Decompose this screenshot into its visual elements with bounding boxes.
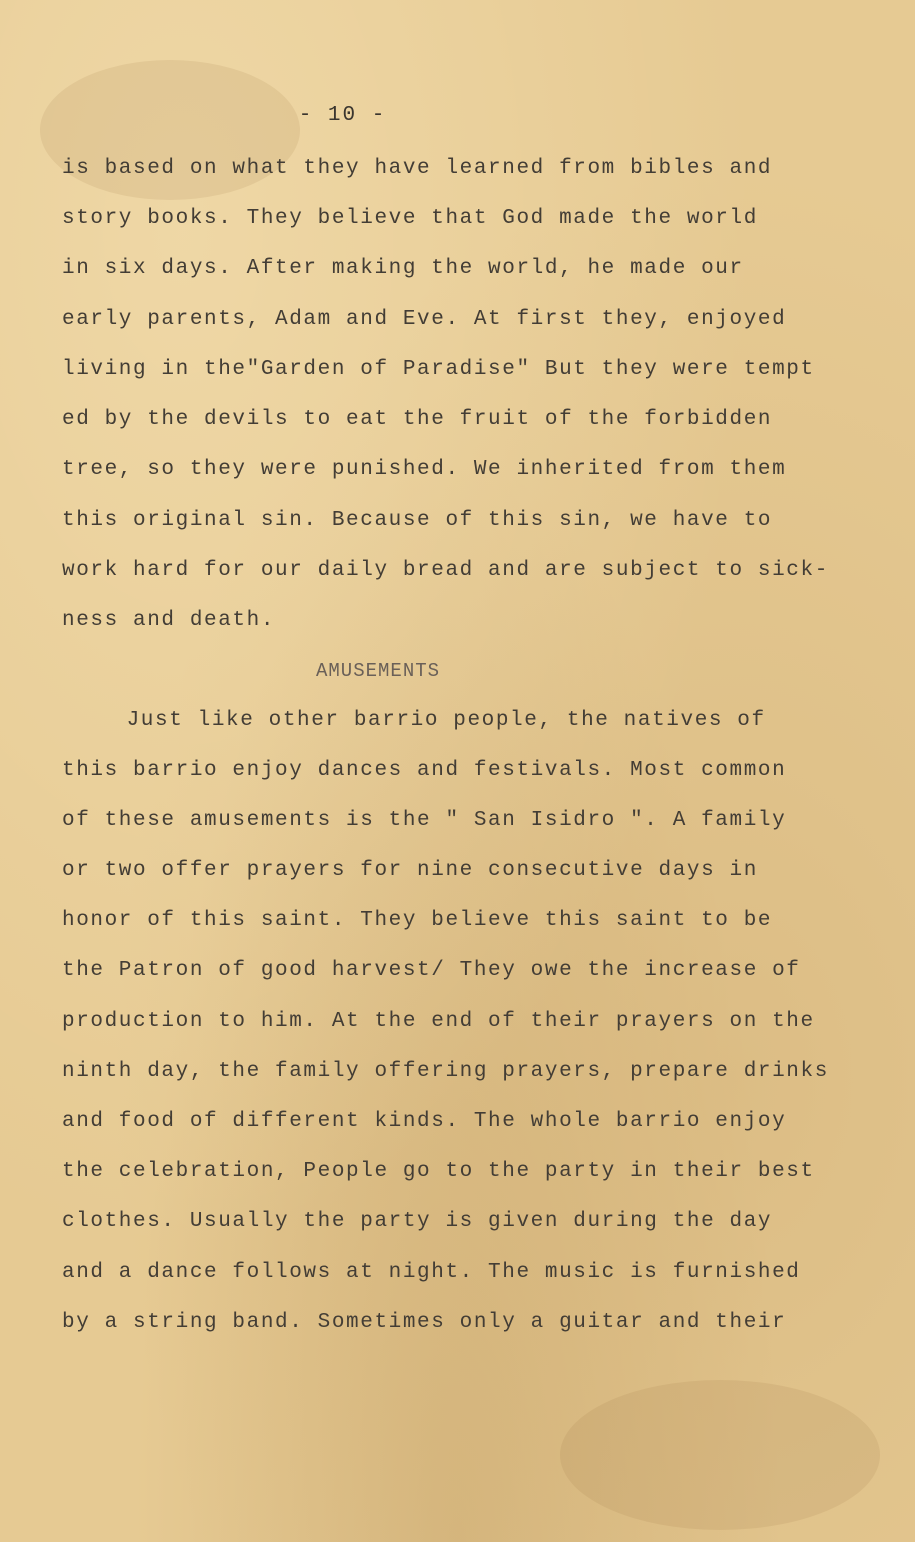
text-line: tree, so they were punished. We inherited from them (62, 458, 787, 481)
paper-stain (560, 1380, 880, 1530)
text-line: honor of this saint. They believe this saint to be (62, 909, 773, 932)
text-line: and food of different kinds. The whole barrio enjoy (62, 1110, 787, 1133)
text-line: living in the"Garden of Paradise" But they were tempt (62, 358, 815, 381)
text-line: the Patron of good harvest/ They owe the increase of (62, 959, 801, 982)
section-heading: AMUSEMENTS (316, 660, 441, 682)
text-line: is based on what they have learned from bibles and (62, 157, 773, 180)
text-line: production to him. At the end of their prayers on the (62, 1010, 815, 1033)
text-line: or two offer prayers for nine consecutive days in (62, 859, 758, 882)
text-line: of these amusements is the " San Isidro ". A family (62, 809, 787, 832)
text-line: this original sin. Because of this sin, we have to (62, 509, 773, 532)
text-line: work hard for our daily bread and are subject to sick- (62, 559, 829, 582)
text-line: story books. They believe that God made the world (62, 207, 758, 230)
text-line: early parents, Adam and Eve. At first they, enjoyed (62, 308, 787, 331)
text-line: ninth day, the family offering prayers, prepare drinks (62, 1060, 829, 1083)
text-line: clothes. Usually the party is given during the day (62, 1210, 773, 1233)
text-line: the celebration, People go to the party in their best (62, 1160, 815, 1183)
text-line: Just like other barrio people, the natives of (84, 709, 766, 732)
text-line: this barrio enjoy dances and festivals. Most common (62, 759, 787, 782)
text-line: by a string band. Sometimes only a guitar and their (62, 1311, 787, 1334)
text-line: in six days. After making the world, he made our (62, 257, 744, 280)
text-line: ed by the devils to eat the fruit of the forbidden (62, 408, 773, 431)
text-line: and a dance follows at night. The music is furnished (62, 1261, 801, 1284)
page-number: - 10 - (298, 104, 387, 127)
text-line: ness and death. (62, 609, 276, 632)
